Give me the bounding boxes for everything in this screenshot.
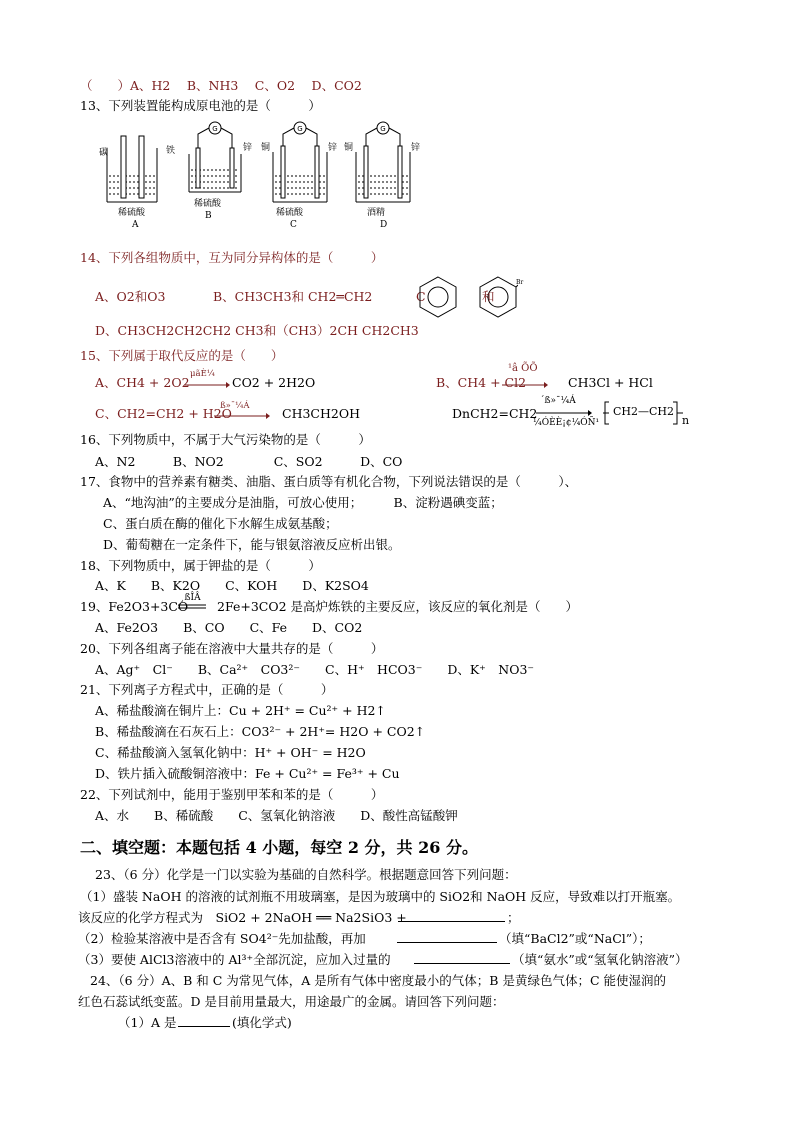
device-d-right: 锌 [411,143,421,153]
q14-option-a: A、O2和O3 [95,289,166,304]
q23-part2b: （填“BaCl2”或“NaCl”）； [499,931,651,946]
q15-a-right: CO2 + 2H2O [232,375,316,390]
device-b-letter: B [205,211,212,221]
q15-b-condition: ¹â ÕÕ [508,363,538,374]
q18-options: A、K B、K2O C、KOH D、K2SO4 [95,578,369,593]
q24-stem: 24、（6 分）A、B 和 C 为常见气体，A 是所有气体中密度最小的气体；B 是黄绿色气体；C 能使湿润的 [90,973,666,988]
device-c [273,122,327,202]
q19-equals-sign [178,604,208,610]
q19-condition: ¸ßÎÂ [180,593,201,603]
q23-stem: 23、（6 分）化学是一门以实验为基础的自然科学。根据题意回答下列问题： [95,867,517,882]
q15-a-condition: μãÈ¼ [190,369,216,379]
q15-d-condition-top: ´ß»¯¼Á [540,396,576,406]
q16-options: A、N2 B、NO2 C、SO2 D、CO [95,454,403,469]
q15-stem: 15、下列属于取代反应的是（ ） [80,348,284,363]
q14-benzene-structures [418,274,518,320]
q17-option-ab: A、“地沟油”的主要成分是油脂，可放心使用； B、淀粉遇碘变蓝； [103,495,503,510]
q20-stem: 20、下列各组离子能在溶液中大量共存的是（ ） [80,641,384,656]
device-d-letter: D [380,220,388,230]
device-c-left: 铜 [261,143,271,153]
device-d [356,122,410,202]
q12-options: （ ）A、H2 B、NH3 C、O2 D、CO2 [80,78,362,93]
q15-d-condition-bottom: ¼ÓÈÈ¡¢¼ÓÑ¹ [533,418,600,428]
section-2-heading: 二、填空题：本题包括 4 小题，每空 2 分，共 26 分。 [80,838,478,857]
q24-part1a: （1）A 是 [118,1015,177,1030]
q15-a-arrow [184,381,230,389]
q15-c-condition: ß»¯¼Á [220,401,250,411]
q23-part3b: （填“氨水”或“氢氧化钠溶液”） [512,952,688,967]
q15-a-left: A、CH4 + 2O2 [95,375,190,390]
device-a-right: 铁 [166,146,176,156]
q15-b-right: CH3Cl + HCl [568,375,653,390]
q23-part2a: （2）检验某溶液中是否含有 SO4²⁻先加盐酸，再加 [78,931,366,946]
q14-option-c-label: C [416,289,426,304]
device-c-letter: C [290,220,297,230]
q21-option-c: C、稀盐酸滴入氢氧化钠中：H⁺ + OH⁻ = H2O [95,745,366,760]
q15-c-left: C、CH2=CH2 + H2O [95,406,232,421]
device-d-left: 铜 [344,143,354,153]
q23-part1a: （1）盛装 NaOH 的溶液的试剂瓶不用玻璃塞，是因为玻璃中的 SiO2和 NaOH 反应，导致难以打开瓶塞。 [80,889,681,904]
galvanometer-b: G [212,125,218,133]
q23-blank-3[interactable] [414,963,510,964]
q23-part1b: 该反应的化学方程式为 SiO2 + 2NaOH ══ Na2SiO3 + [78,910,407,925]
q23-part1b-end: ； [507,910,520,925]
q23-blank-2[interactable] [397,942,497,943]
q21-option-a: A、稀盐酸滴在铜片上：Cu + 2H⁺ = Cu²⁺ + H2↑ [95,703,386,718]
q22-stem: 22、下列试剂中，能用于鉴别甲苯和苯的是（ ） [80,787,384,802]
q17-option-c: C、蛋白质在酶的催化下水解生成氨基酸； [103,516,338,531]
device-a-left: 碳 [99,148,109,158]
q23-part3a: （3）要使 AlCl3溶液中的 Al³⁺全部沉淀，应加入过量的 [78,952,391,967]
device-c-liquid: 稀硫酸 [276,208,304,218]
q14-option-b: B、CH3CH3和 CH2═CH2 [213,289,373,304]
q15-c-right: CH3CH2OH [282,406,360,421]
q15-d-arrow [536,409,592,417]
q18-stem: 18、下列物质中，属于钾盐的是（ ） [80,558,321,573]
q24-stem-continued: 红色石蕊试纸变蓝。D 是目前用量最大，用途最广的金属。请回答下列问题： [78,994,505,1009]
q14-option-c-and: 和 [482,289,495,304]
device-b-liquid: 稀硫酸 [194,199,222,209]
q15-c-arrow [214,412,270,420]
q21-option-b: B、稀盐酸滴在石灰石上：CO3²⁻ + 2H⁺= H2O + CO2↑ [95,724,426,739]
galvanometer-c: G [297,125,303,133]
q17-stem: 17、食物中的营养素有糖类、油脂、蛋白质等有机化合物，下列说法错误的是（ ）、 [80,474,578,489]
q16-stem: 16、下列物质中，不属于大气污染物的是（ ） [80,432,371,447]
q20-options: A、Ag⁺ Cl⁻ B、Ca²⁺ CO3²⁻ C、H⁺ HCO3⁻ D、K⁺ NO3⁻ [95,662,535,677]
device-a-letter: A [132,220,139,230]
q24-part1b: (填化学式) [232,1015,292,1030]
q19-options: A、Fe2O3 B、CO C、Fe D、CO2 [95,620,363,635]
q15-b-arrow [502,381,548,389]
q19-left: 19、Fe2O3+3CO [80,599,189,614]
q17-option-d: D、葡萄糖在一定条件下，能与银氨溶液反应析出银。 [103,537,401,552]
q14-option-d: D、CH3CH2CH2CH2 CH3和（CH3）2CH CH2CH3 [95,323,419,338]
q14-stem: 14、下列各组物质中，互为同分异构体的是（ ） [80,250,384,265]
device-c-right: 锌 [328,143,338,153]
q21-option-d: D、铁片插入硫酸铜溶液中：Fe + Cu²⁺ = Fe³⁺ + Cu [95,766,400,781]
q24-blank-1[interactable] [178,1026,230,1027]
device-b-right: 锌 [243,143,253,153]
galvanometer-d: G [380,125,386,133]
device-a-liquid: 稀硫酸 [118,208,146,218]
q15-d-n: n [682,414,690,427]
device-a [107,136,157,202]
q15-b-left: B、CH4 + Cl2 [436,375,527,390]
q22-options: A、水 B、稀硫酸 C、氢氧化钠溶液 D、酸性高锰酸钾 [95,808,458,823]
device-d-liquid: 酒精 [367,208,386,218]
q21-stem: 21、下列离子方程式中，正确的是（ ） [80,682,334,697]
q19-right: 2Fe+3CO2 是高炉炼铁的主要反应，该反应的氧化剂是（ ） [217,599,579,614]
q23-blank-1[interactable] [398,921,505,922]
q13-stem: 13、下列装置能构成原电池的是（ ） [80,98,321,113]
q15-d-right: CH2—CH2 [613,405,675,418]
q15-d-left: DnCH2=CH2 [452,406,538,421]
q14-option-c-substituent: Br [516,279,524,286]
